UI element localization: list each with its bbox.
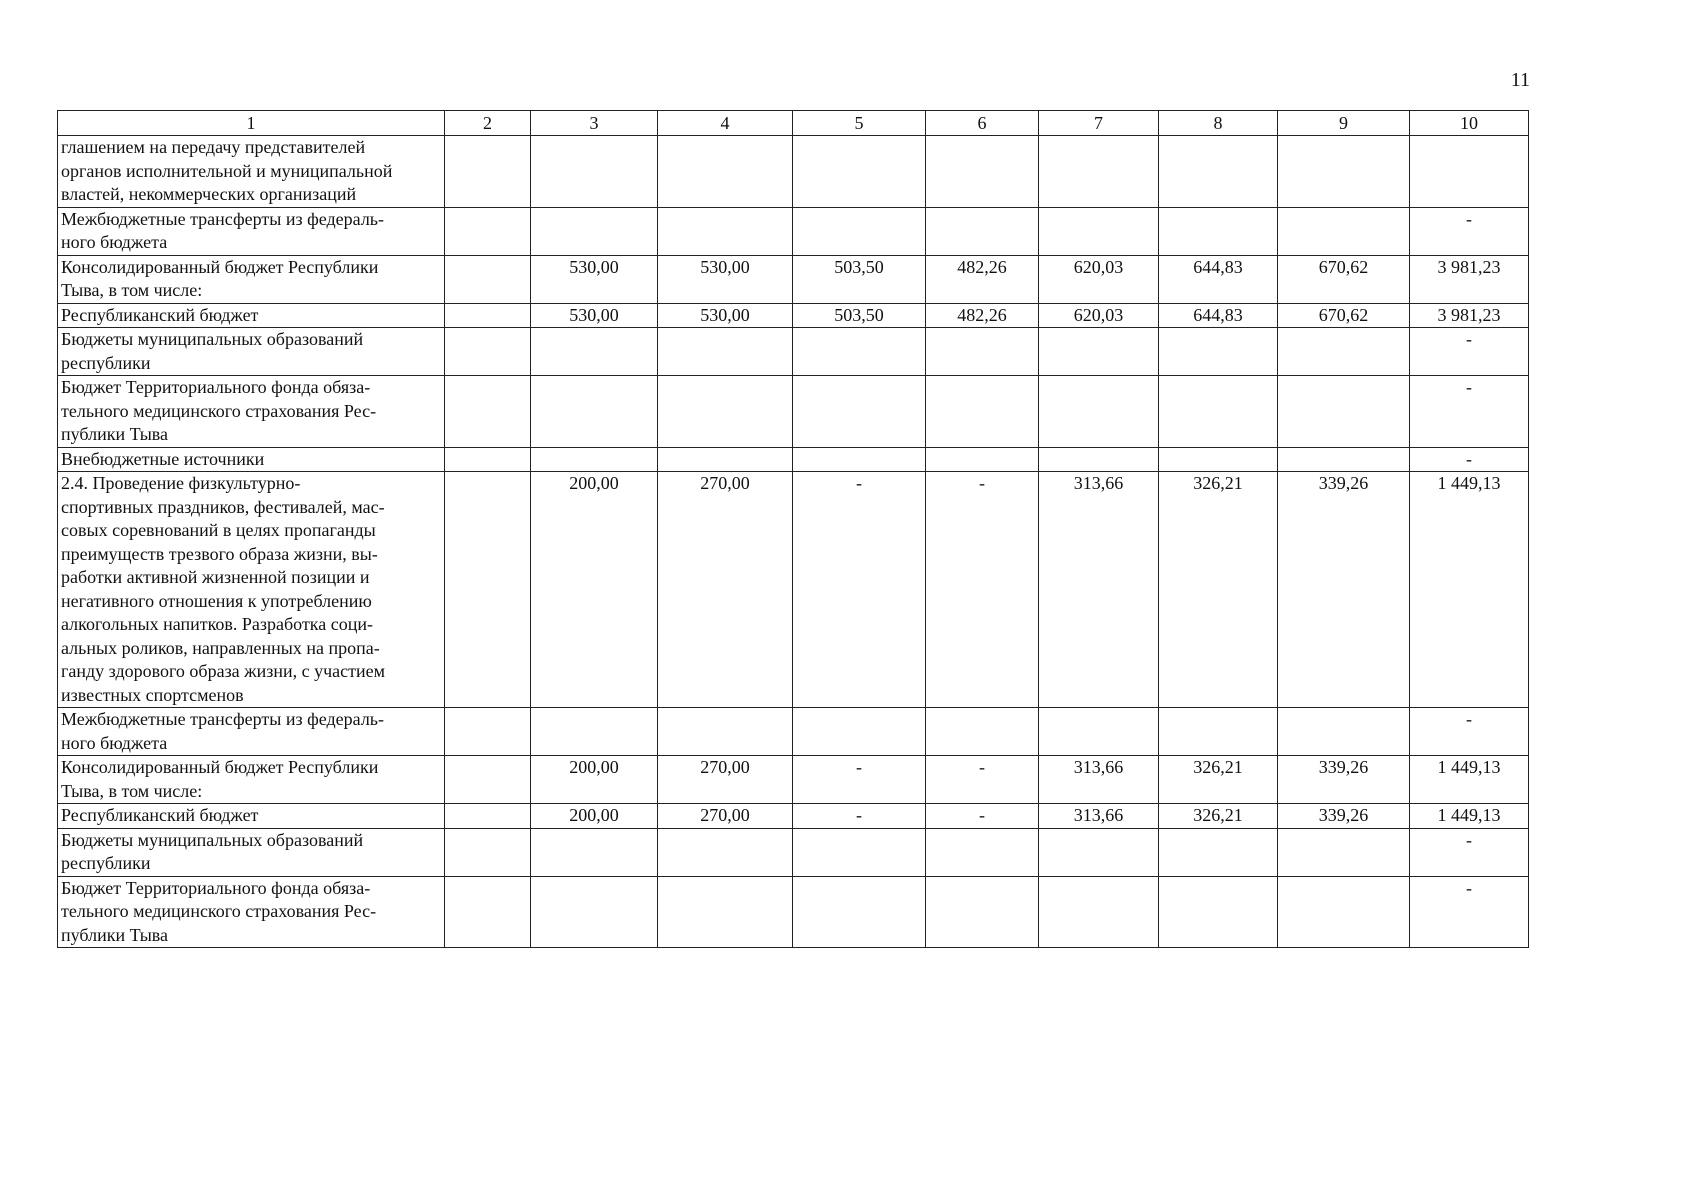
value-cell-col-6 bbox=[926, 376, 1039, 448]
value-cell-col-4: 530,00 bbox=[658, 255, 793, 303]
value-cell-col-5 bbox=[793, 136, 926, 208]
row-label-cell: Консолидированный бюджет Республики Тыва, в том числе: bbox=[58, 756, 445, 804]
value-cell-col-10: - bbox=[1410, 708, 1529, 756]
value-cell-col-9 bbox=[1278, 328, 1410, 376]
value-cell-col-6 bbox=[926, 828, 1039, 876]
value-cell-col-8 bbox=[1159, 136, 1278, 208]
value-cell-col-3 bbox=[531, 376, 658, 448]
value-cell-col-9: 339,26 bbox=[1278, 756, 1410, 804]
value-cell-col-2 bbox=[445, 376, 531, 448]
value-cell-col-4: 530,00 bbox=[658, 303, 793, 328]
table-row bbox=[58, 136, 1529, 208]
row-label-cell: Внебюджетные источники bbox=[58, 447, 445, 472]
value-cell-col-7 bbox=[1039, 708, 1159, 756]
value-cell-col-4 bbox=[658, 136, 793, 208]
budget-table bbox=[57, 110, 1529, 948]
header-cell: 10 bbox=[1410, 111, 1529, 136]
value-cell-col-2 bbox=[445, 328, 531, 376]
value-cell-col-6 bbox=[926, 207, 1039, 255]
table-header-row bbox=[58, 111, 1529, 136]
value-cell-col-9 bbox=[1278, 207, 1410, 255]
value-cell-col-4 bbox=[658, 376, 793, 448]
row-label-cell: глашением на передачу представителей органов исполнительной и муниципальной властей, некоммерческих организаций bbox=[58, 136, 445, 208]
value-cell-col-3 bbox=[531, 708, 658, 756]
value-cell-col-7 bbox=[1039, 447, 1159, 472]
row-label-cell: Межбюджетные трансферты из федераль- ного бюджета bbox=[58, 708, 445, 756]
value-cell-col-7 bbox=[1039, 207, 1159, 255]
value-cell-col-9 bbox=[1278, 708, 1410, 756]
value-cell-col-7 bbox=[1039, 876, 1159, 948]
value-cell-col-2 bbox=[445, 828, 531, 876]
value-cell-col-9: 670,62 bbox=[1278, 255, 1410, 303]
value-cell-col-5 bbox=[793, 376, 926, 448]
value-cell-col-7 bbox=[1039, 328, 1159, 376]
table-row bbox=[58, 708, 1529, 756]
header-cell: 3 bbox=[531, 111, 658, 136]
value-cell-col-4: 270,00 bbox=[658, 804, 793, 829]
value-cell-col-8 bbox=[1159, 447, 1278, 472]
value-cell-col-7: 313,66 bbox=[1039, 472, 1159, 708]
value-cell-col-2 bbox=[445, 136, 531, 208]
header-cell: 8 bbox=[1159, 111, 1278, 136]
table-row bbox=[58, 328, 1529, 376]
value-cell-col-6: - bbox=[926, 472, 1039, 708]
row-label-cell: Консолидированный бюджет Республики Тыва, в том числе: bbox=[58, 255, 445, 303]
value-cell-col-2 bbox=[445, 447, 531, 472]
value-cell-col-5: - bbox=[793, 756, 926, 804]
value-cell-col-5 bbox=[793, 328, 926, 376]
value-cell-col-7: 620,03 bbox=[1039, 303, 1159, 328]
row-label-cell: Бюджеты муниципальных образований республики bbox=[58, 328, 445, 376]
value-cell-col-6 bbox=[926, 876, 1039, 948]
value-cell-col-7: 313,66 bbox=[1039, 756, 1159, 804]
value-cell-col-5 bbox=[793, 447, 926, 472]
value-cell-col-2 bbox=[445, 207, 531, 255]
value-cell-col-2 bbox=[445, 472, 531, 708]
header-cell: 4 bbox=[658, 111, 793, 136]
value-cell-col-5 bbox=[793, 207, 926, 255]
table-row bbox=[58, 876, 1529, 948]
value-cell-col-3: 530,00 bbox=[531, 303, 658, 328]
table-row bbox=[58, 756, 1529, 804]
value-cell-col-10 bbox=[1410, 136, 1529, 208]
value-cell-col-3 bbox=[531, 207, 658, 255]
value-cell-col-2 bbox=[445, 708, 531, 756]
value-cell-col-9: 339,26 bbox=[1278, 804, 1410, 829]
table-row bbox=[58, 207, 1529, 255]
value-cell-col-6 bbox=[926, 447, 1039, 472]
value-cell-col-10: 1 449,13 bbox=[1410, 472, 1529, 708]
value-cell-col-9 bbox=[1278, 876, 1410, 948]
value-cell-col-8 bbox=[1159, 708, 1278, 756]
value-cell-col-8: 644,83 bbox=[1159, 303, 1278, 328]
value-cell-col-3 bbox=[531, 328, 658, 376]
value-cell-col-6: - bbox=[926, 756, 1039, 804]
value-cell-col-3: 200,00 bbox=[531, 472, 658, 708]
value-cell-col-3: 200,00 bbox=[531, 804, 658, 829]
value-cell-col-10: 1 449,13 bbox=[1410, 804, 1529, 829]
value-cell-col-6: 482,26 bbox=[926, 255, 1039, 303]
value-cell-col-8 bbox=[1159, 376, 1278, 448]
table-row bbox=[58, 303, 1529, 328]
value-cell-col-4: 270,00 bbox=[658, 472, 793, 708]
value-cell-col-10: 3 981,23 bbox=[1410, 303, 1529, 328]
value-cell-col-2 bbox=[445, 303, 531, 328]
value-cell-col-4 bbox=[658, 708, 793, 756]
value-cell-col-4 bbox=[658, 876, 793, 948]
value-cell-col-3 bbox=[531, 136, 658, 208]
value-cell-col-8 bbox=[1159, 328, 1278, 376]
value-cell-col-8 bbox=[1159, 207, 1278, 255]
value-cell-col-10: - bbox=[1410, 376, 1529, 448]
value-cell-col-10: - bbox=[1410, 447, 1529, 472]
value-cell-col-9 bbox=[1278, 376, 1410, 448]
value-cell-col-9: 339,26 bbox=[1278, 472, 1410, 708]
value-cell-col-9 bbox=[1278, 136, 1410, 208]
value-cell-col-3 bbox=[531, 828, 658, 876]
value-cell-col-8: 326,21 bbox=[1159, 472, 1278, 708]
value-cell-col-6 bbox=[926, 328, 1039, 376]
table-row bbox=[58, 376, 1529, 448]
value-cell-col-7 bbox=[1039, 136, 1159, 208]
value-cell-col-9: 670,62 bbox=[1278, 303, 1410, 328]
value-cell-col-5 bbox=[793, 828, 926, 876]
value-cell-col-4 bbox=[658, 207, 793, 255]
table-body bbox=[58, 111, 1529, 948]
value-cell-col-5: 503,50 bbox=[793, 303, 926, 328]
value-cell-col-2 bbox=[445, 756, 531, 804]
value-cell-col-5 bbox=[793, 876, 926, 948]
value-cell-col-6: 482,26 bbox=[926, 303, 1039, 328]
value-cell-col-6 bbox=[926, 708, 1039, 756]
value-cell-col-4 bbox=[658, 828, 793, 876]
row-label-cell: Республиканский бюджет bbox=[58, 303, 445, 328]
value-cell-col-7: 313,66 bbox=[1039, 804, 1159, 829]
table-row bbox=[58, 828, 1529, 876]
table-row bbox=[58, 447, 1529, 472]
value-cell-col-4: 270,00 bbox=[658, 756, 793, 804]
header-cell: 1 bbox=[58, 111, 445, 136]
value-cell-col-5: - bbox=[793, 472, 926, 708]
value-cell-col-3 bbox=[531, 447, 658, 472]
value-cell-col-8: 644,83 bbox=[1159, 255, 1278, 303]
value-cell-col-8 bbox=[1159, 828, 1278, 876]
table-row bbox=[58, 255, 1529, 303]
table-row bbox=[58, 472, 1529, 708]
value-cell-col-5: - bbox=[793, 804, 926, 829]
value-cell-col-10: - bbox=[1410, 328, 1529, 376]
value-cell-col-4 bbox=[658, 328, 793, 376]
row-label-cell: Республиканский бюджет bbox=[58, 804, 445, 829]
value-cell-col-2 bbox=[445, 876, 531, 948]
row-label-cell: 2.4. Проведение физкультурно- спортивных праздников, фестивалей, мас- совых соревнований в целях пропаганды преимуществ трезвого образа жизни, вы- работки активной жизненной позиции и негативного отношения к употреблению алкогольных напитков. Разработка соци- альных роликов, направленных на пропа- ганду здорового образа жизни, с участием известных спортсменов bbox=[58, 472, 445, 708]
value-cell-col-10: - bbox=[1410, 207, 1529, 255]
value-cell-col-3: 200,00 bbox=[531, 756, 658, 804]
value-cell-col-2 bbox=[445, 255, 531, 303]
value-cell-col-10: 1 449,13 bbox=[1410, 756, 1529, 804]
value-cell-col-10: - bbox=[1410, 876, 1529, 948]
row-label-cell: Бюджет Территориального фонда обяза- тельного медицинского страхования Рес- публики Тыва bbox=[58, 876, 445, 948]
value-cell-col-7 bbox=[1039, 376, 1159, 448]
value-cell-col-6: - bbox=[926, 804, 1039, 829]
value-cell-col-10: 3 981,23 bbox=[1410, 255, 1529, 303]
value-cell-col-2 bbox=[445, 804, 531, 829]
value-cell-col-10: - bbox=[1410, 828, 1529, 876]
header-cell: 2 bbox=[445, 111, 531, 136]
value-cell-col-8 bbox=[1159, 876, 1278, 948]
row-label-cell: Бюджеты муниципальных образований республики bbox=[58, 828, 445, 876]
value-cell-col-6 bbox=[926, 136, 1039, 208]
value-cell-col-3: 530,00 bbox=[531, 255, 658, 303]
header-cell: 5 bbox=[793, 111, 926, 136]
value-cell-col-7: 620,03 bbox=[1039, 255, 1159, 303]
header-cell: 6 bbox=[926, 111, 1039, 136]
header-cell: 7 bbox=[1039, 111, 1159, 136]
value-cell-col-9 bbox=[1278, 828, 1410, 876]
value-cell-col-8: 326,21 bbox=[1159, 804, 1278, 829]
row-label-cell: Бюджет Территориального фонда обяза- тельного медицинского страхования Рес- публики Тыва bbox=[58, 376, 445, 448]
value-cell-col-7 bbox=[1039, 828, 1159, 876]
value-cell-col-5: 503,50 bbox=[793, 255, 926, 303]
value-cell-col-9 bbox=[1278, 447, 1410, 472]
value-cell-col-4 bbox=[658, 447, 793, 472]
page-number: 11 bbox=[1510, 69, 1530, 91]
header-cell: 9 bbox=[1278, 111, 1410, 136]
row-label-cell: Межбюджетные трансферты из федераль- ного бюджета bbox=[58, 207, 445, 255]
value-cell-col-8: 326,21 bbox=[1159, 756, 1278, 804]
table-row bbox=[58, 804, 1529, 829]
value-cell-col-3 bbox=[531, 876, 658, 948]
value-cell-col-5 bbox=[793, 708, 926, 756]
